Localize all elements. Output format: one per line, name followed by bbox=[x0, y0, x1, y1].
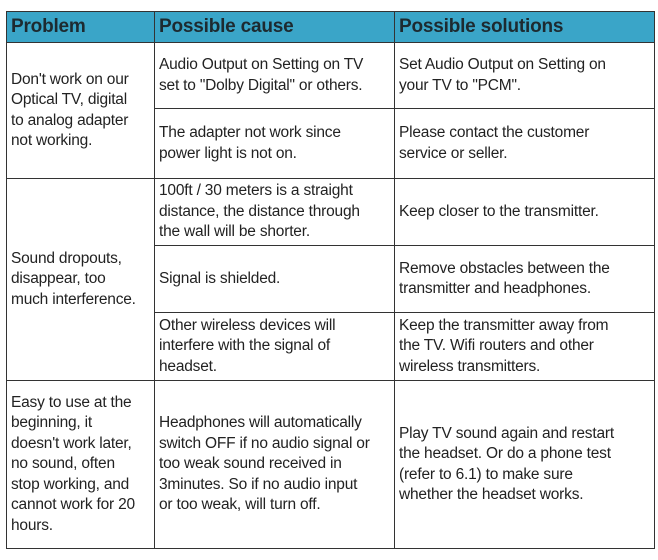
text-line: the TV. Wifi routers and other bbox=[399, 337, 594, 355]
solution-cell bbox=[395, 381, 655, 549]
text-line: or too weak, will turn off. bbox=[159, 496, 321, 514]
text-line: much interference. bbox=[11, 290, 136, 308]
text-line: Keep the transmitter away from bbox=[399, 316, 609, 334]
text-line: to analog adapter bbox=[11, 111, 129, 129]
text-line: disappear, too bbox=[11, 270, 106, 288]
text-line: the headset. Or do a phone test bbox=[399, 445, 611, 462]
text-line: switch OFF if no audio signal or bbox=[159, 434, 370, 452]
text-line: Headphones will automatically bbox=[159, 414, 362, 432]
text-line: The adapter not work since bbox=[159, 124, 341, 141]
text-line: Remove obstacles between the bbox=[399, 259, 610, 277]
cause-cell bbox=[155, 109, 395, 179]
header-problem: Problem bbox=[7, 12, 155, 43]
text-line: power light is not on. bbox=[159, 144, 297, 162]
solution-cell bbox=[395, 179, 655, 246]
text-line: hours. bbox=[11, 516, 53, 534]
troubleshooting-table bbox=[6, 11, 655, 549]
text-line: service or seller. bbox=[399, 144, 508, 162]
text-line: Please contact the customer bbox=[399, 124, 590, 141]
text-line: set to "Dolby Digital" or others. bbox=[159, 76, 363, 94]
cause-cell bbox=[155, 43, 395, 109]
text-line: whether the headset works. bbox=[399, 486, 584, 503]
text-line: Keep closer to the transmitter. bbox=[399, 202, 599, 220]
text-line: your TV to "PCM". bbox=[399, 76, 521, 94]
text-line: the wall will be shorter. bbox=[159, 223, 310, 241]
cause-cell bbox=[155, 179, 395, 246]
text-line: Easy to use at the bbox=[11, 393, 132, 411]
problem-cell bbox=[7, 381, 155, 549]
solution-cell bbox=[395, 43, 655, 109]
text-line: doesn't work later, bbox=[11, 434, 132, 452]
table-row bbox=[7, 381, 655, 549]
text-line: Play TV sound again and restart bbox=[399, 424, 614, 442]
text-line: transmitter and headphones. bbox=[399, 280, 591, 297]
header-cause: Possible cause bbox=[155, 12, 395, 43]
text-line: Don't work on our bbox=[11, 70, 129, 88]
header-row bbox=[7, 12, 655, 43]
text-line: (refer to 6.1) to make sure bbox=[399, 465, 573, 483]
text-line: 3minutes. So if no audio input bbox=[159, 475, 358, 493]
text-line: distance, the distance through bbox=[159, 202, 360, 220]
text-line: Signal is shielded. bbox=[159, 269, 281, 287]
solution-cell bbox=[395, 246, 655, 313]
solution-cell bbox=[395, 313, 655, 381]
solution-cell bbox=[395, 109, 655, 179]
text-line: cannot work for 20 bbox=[11, 496, 135, 514]
text-line: interfere with the signal of bbox=[159, 337, 331, 355]
cause-cell bbox=[155, 381, 395, 549]
text-line: headset. bbox=[159, 357, 217, 375]
text-line: stop working, and bbox=[11, 475, 130, 493]
text-line: Sound dropouts, bbox=[11, 249, 122, 267]
problem-cell bbox=[7, 179, 155, 381]
problem-cell bbox=[7, 43, 155, 179]
text-line: wireless transmitters. bbox=[399, 357, 541, 375]
text-line: 100ft / 30 meters is a straight bbox=[159, 182, 353, 200]
text-line: Audio Output on Setting on TV bbox=[159, 56, 364, 73]
table-row bbox=[7, 179, 655, 246]
text-line: Other wireless devices will bbox=[159, 316, 336, 334]
text-line: Set Audio Output on Setting on bbox=[399, 56, 606, 73]
cause-cell bbox=[155, 313, 395, 381]
text-line: not working. bbox=[11, 132, 93, 149]
header-solution: Possible solutions bbox=[395, 12, 655, 43]
text-line: too weak sound received in bbox=[159, 455, 342, 473]
text-line: beginning, it bbox=[11, 414, 92, 432]
cause-cell bbox=[155, 246, 395, 313]
text-line: Optical TV, digital bbox=[11, 91, 127, 108]
text-line: no sound, often bbox=[11, 455, 115, 473]
table-row bbox=[7, 43, 655, 109]
